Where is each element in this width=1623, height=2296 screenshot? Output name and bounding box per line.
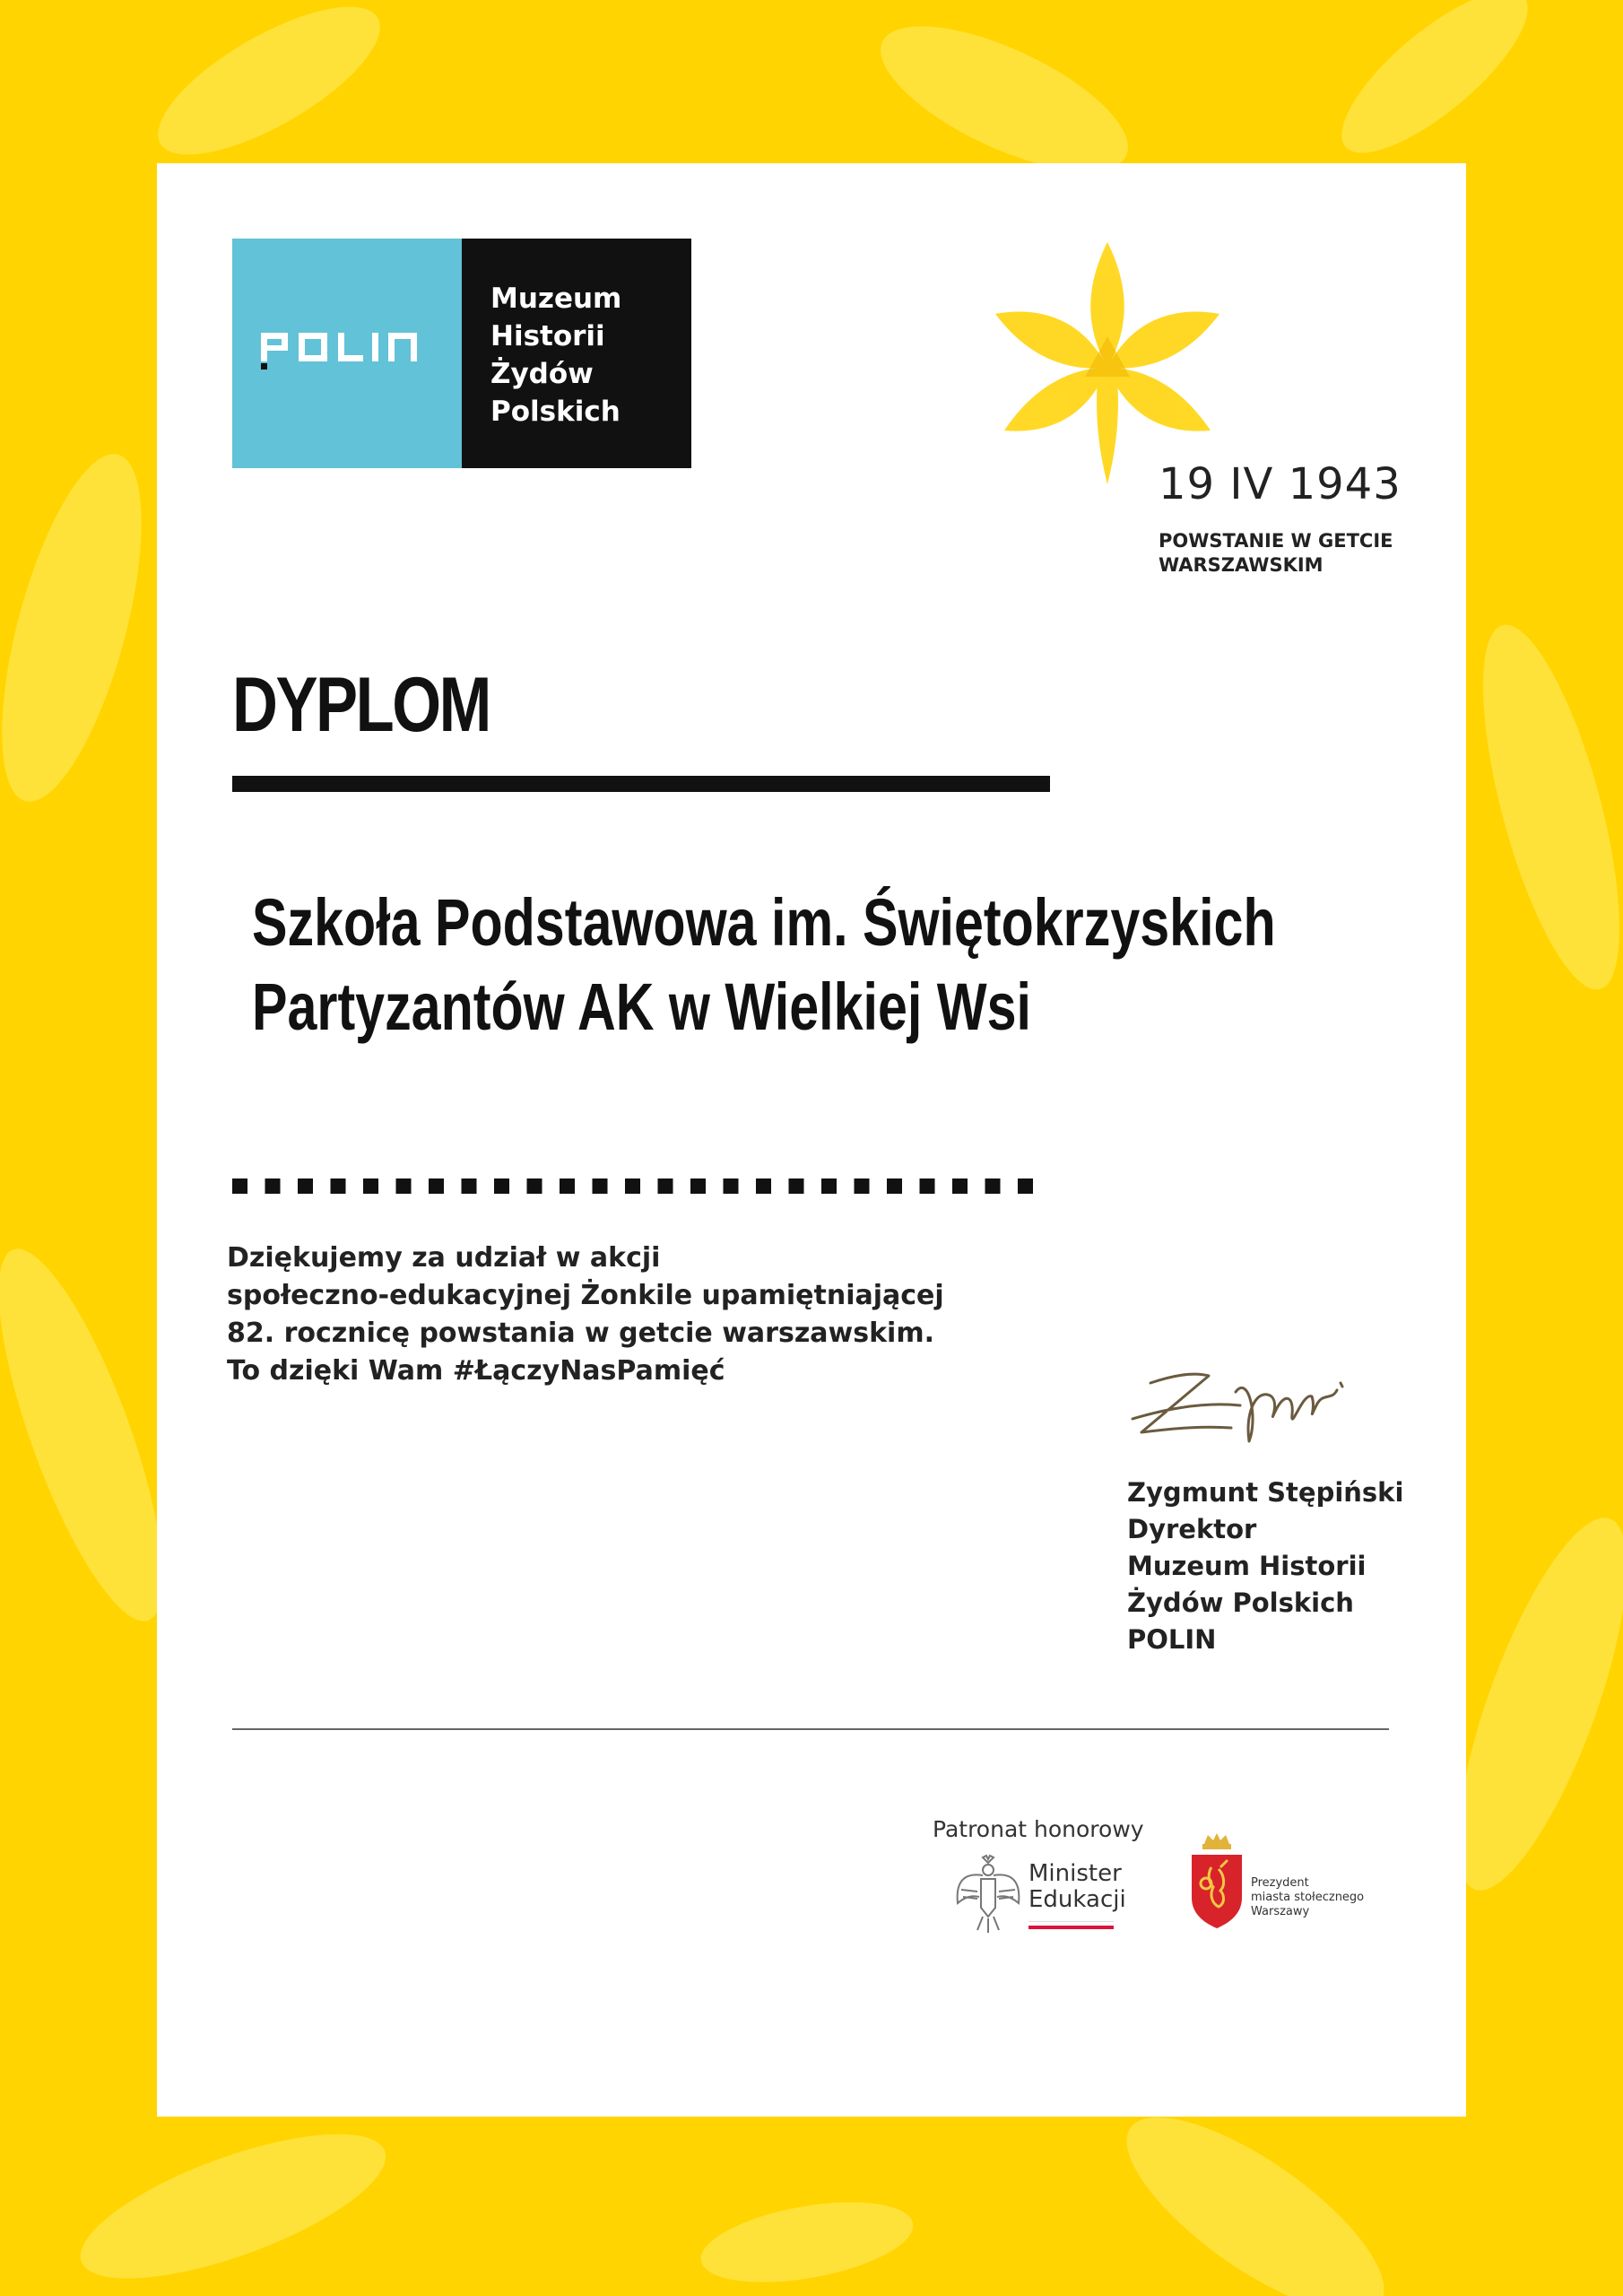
divider-dot (985, 1178, 1001, 1194)
recipient-name (252, 881, 1328, 1049)
mayor-label (1251, 1876, 1364, 1919)
thanks-message (227, 1239, 944, 1390)
logo-line: Polskich (490, 396, 621, 428)
thanks-line: 82. rocznicę powstania w getcie warszawskim. (227, 1318, 934, 1349)
divider-dot (920, 1178, 935, 1194)
thanks-line: społeczno-edukacyjnej Żonkile upamiętniającej (227, 1280, 944, 1311)
patronage-label: Patronat honorowy (933, 1816, 1144, 1842)
signature-image (1124, 1356, 1366, 1455)
divider-dot (560, 1178, 575, 1194)
divider-dot (625, 1178, 640, 1194)
divider-dot (658, 1178, 673, 1194)
event-date: 19 IV 1943 (1159, 459, 1402, 509)
divider-dot (494, 1178, 509, 1194)
divider-dot (789, 1178, 804, 1194)
thanks-line: Dziękujemy za udział w akcji (227, 1242, 661, 1274)
signer-line: POLIN (1127, 1624, 1217, 1655)
divider-dot (756, 1178, 771, 1194)
divider-dot (232, 1178, 247, 1194)
logo-line: Historii (490, 320, 605, 352)
divider-dot (855, 1178, 870, 1194)
divider-dot (690, 1178, 706, 1194)
signer-block (1127, 1474, 1403, 1658)
divider-dot (363, 1178, 378, 1194)
logo-line: Żydów (490, 358, 594, 390)
signer-line: Muzeum Historii (1127, 1551, 1367, 1581)
divider-dot (396, 1178, 412, 1194)
minister-label (1028, 1861, 1126, 1913)
mayor-line: miasta stołecznego (1251, 1891, 1365, 1904)
divider-dot (298, 1178, 313, 1194)
warsaw-crest-icon (1188, 1831, 1245, 1930)
daffodil-icon (995, 242, 1219, 484)
divider-dot (462, 1178, 477, 1194)
event-date-block (1159, 459, 1402, 578)
event-subtitle-line: POWSTANIE W GETCIE (1159, 530, 1393, 552)
event-subtitle (1159, 529, 1402, 578)
divider-dot (724, 1178, 739, 1194)
polin-logo-text (462, 239, 691, 468)
divider-dot (331, 1178, 346, 1194)
recipient-line: Szkoła Podstawowa im. Świętokrzyskich (252, 885, 1276, 960)
divider-dot (887, 1178, 902, 1194)
event-subtitle-line: WARSZAWSKIM (1159, 554, 1324, 576)
divider-dot (1018, 1178, 1033, 1194)
minister-line: Edukacji (1028, 1886, 1126, 1913)
polin-logo (232, 239, 691, 468)
polin-wordmark-icon (261, 333, 440, 372)
thanks-line: To dzięki Wam #ŁączyNasPamięć (227, 1355, 725, 1387)
divider-dot (265, 1178, 281, 1194)
polin-logo-mark (232, 239, 462, 468)
dotted-divider (232, 1177, 1039, 1196)
divider-dot (429, 1178, 444, 1194)
title-underline (232, 776, 1050, 792)
divider-dot (593, 1178, 608, 1194)
logo-line: Muzeum (490, 283, 622, 315)
polish-eagle-icon (952, 1854, 1024, 1935)
minister-line: Minister (1028, 1860, 1122, 1887)
mayor-line: Warszawy (1251, 1905, 1310, 1918)
divider-dot (527, 1178, 542, 1194)
diploma-title: DYPLOM (232, 662, 490, 748)
signer-line: Zygmunt Stępiński (1127, 1477, 1404, 1508)
divider-dot (821, 1178, 837, 1194)
diploma-sheet (157, 163, 1466, 2117)
signer-line: Dyrektor (1127, 1514, 1257, 1544)
recipient-line: Partyzantów AK w Wielkiej Wsi (252, 970, 1032, 1044)
signer-line: Żydów Polskich (1127, 1587, 1354, 1618)
mayor-line: Prezydent (1251, 1876, 1309, 1890)
divider-dot (952, 1178, 968, 1194)
polish-flag-icon (1028, 1921, 1114, 1928)
footer-divider (232, 1728, 1389, 1730)
